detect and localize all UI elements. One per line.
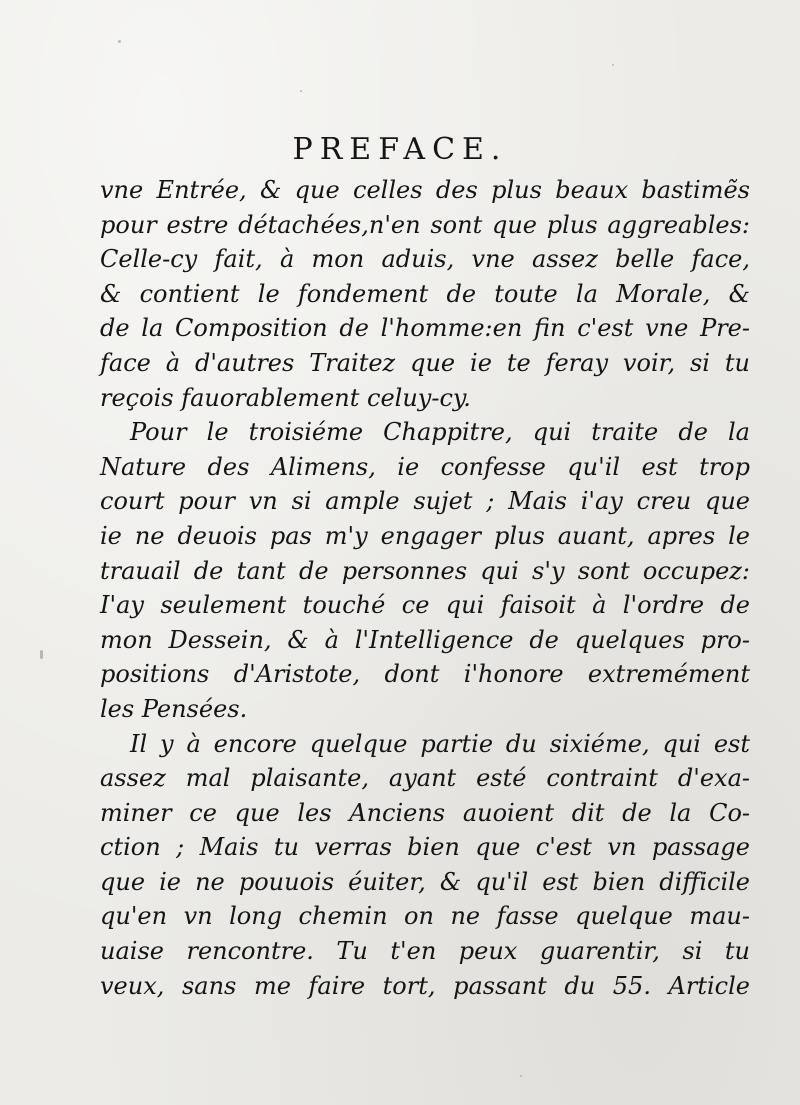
- page-header: PREFACE.: [292, 132, 508, 167]
- text-line: les Pensées.: [100, 694, 248, 723]
- text-line: Celle-cy fait, à mon aduis, vne assez belle face,: [100, 245, 750, 274]
- text-line: mon Dessein, & à l'Intelligence de quelques pro-: [100, 625, 750, 654]
- text-line: veux, sans me faire tort, passant du 55. Article: [100, 971, 750, 1000]
- text-line: vne Entrée, & que celles des plus beaux bastimẽs: [100, 176, 750, 204]
- text-line: face à d'autres Traitez que ie te feray voir, si tu: [100, 348, 750, 377]
- body-text: [100, 173, 750, 1003]
- ink-speck: [300, 90, 302, 92]
- paragraph-start-line: Pour le troisiéme Chappitre, qui traite de la: [130, 418, 750, 447]
- text-line: I'ay seulement touché ce qui faisoit à l'ordre de: [100, 591, 750, 620]
- ink-speck: [520, 1075, 522, 1077]
- text-line: ie ne deuois pas m'y engager plus auant, apres le: [100, 521, 750, 550]
- text-line: pour estre détachées,n'en sont que plus aggreables:: [100, 210, 750, 239]
- text-line: qu'en vn long chemin on ne fasse quelque mau-: [100, 902, 750, 931]
- ink-speck: [118, 40, 121, 43]
- text-line: assez mal plaisante, ayant esté contraint d'exa-: [100, 764, 750, 793]
- text-line: de la Composition de l'homme:en fin c'est vne Pre-: [100, 314, 750, 343]
- text-line: court pour vn si ample sujet ; Mais i'ay creu que: [100, 487, 750, 516]
- text-line: Nature des Alimens, ie confesse qu'il est trop: [100, 452, 750, 481]
- text-line: que ie ne pouuois éuiter, & qu'il est bien difficile: [100, 867, 750, 896]
- text-line: miner ce que les Anciens auoient dit de la Co-: [100, 798, 750, 827]
- paragraph-start-line: Il y à encore quelque partie du sixiéme, qui est: [130, 729, 750, 758]
- text-line: & contient le fondement de toute la Morale, &: [100, 279, 750, 308]
- text-line: reçois fauorablement celuy-cy.: [100, 383, 471, 412]
- text-line: trauail de tant de personnes qui s'y sont occupez:: [100, 556, 750, 585]
- ink-speck: [612, 64, 614, 66]
- ink-speck: [40, 650, 43, 659]
- text-line: positions d'Aristote, dont i'honore extremément: [100, 660, 750, 689]
- text-line: uaise rencontre. Tu t'en peux guarentir, si tu: [100, 937, 750, 966]
- text-line: ction ; Mais tu verras bien que c'est vn passage: [100, 833, 750, 862]
